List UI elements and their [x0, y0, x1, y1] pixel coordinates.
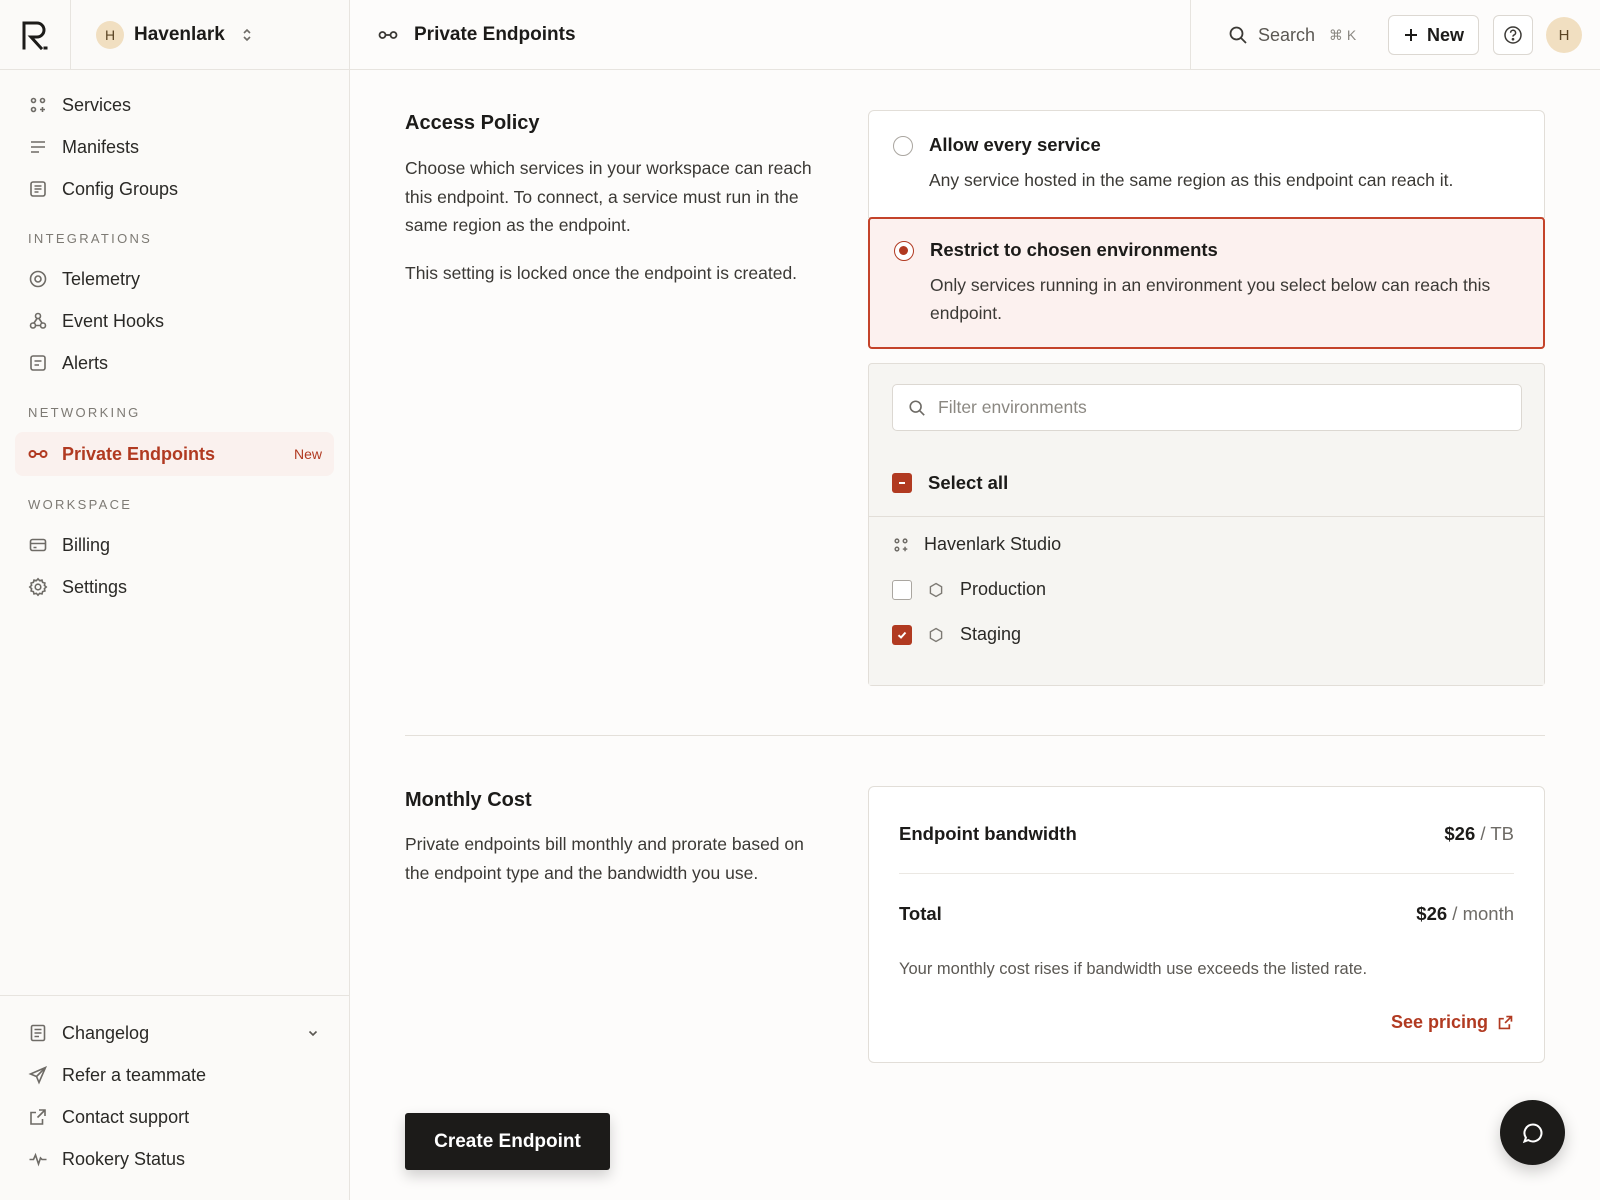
sidebar-item-billing[interactable] — [15, 524, 334, 566]
workspace-avatar: H — [96, 21, 124, 49]
environment-name: Staging — [960, 624, 1022, 644]
see-pricing-label: See pricing — [1390, 1012, 1488, 1032]
staging-checkbox[interactable] — [892, 625, 912, 645]
select-all-checkbox[interactable] — [892, 473, 912, 493]
page-title — [378, 0, 576, 70]
bandwidth-price — [1444, 823, 1514, 845]
sidebar-item-label: Event Hooks — [62, 310, 165, 331]
user-avatar[interactable]: H — [1546, 17, 1582, 53]
link-icon — [28, 444, 48, 464]
environment-picker — [868, 363, 1545, 686]
search-icon — [908, 399, 926, 417]
option-title: Restrict to chosen environments — [930, 239, 1218, 260]
access-policy-title: Access Policy — [405, 112, 540, 134]
hexagon-icon — [928, 627, 944, 643]
plus-icon — [1403, 27, 1419, 43]
select-all-row[interactable] — [892, 472, 1008, 494]
option-title: Allow every service — [929, 134, 1101, 155]
bandwidth-label: Endpoint bandwidth — [899, 823, 1077, 844]
webhook-icon — [28, 311, 48, 331]
radio-restrict-environments[interactable] — [894, 241, 914, 261]
nav-section-workspace: WORKSPACE — [28, 497, 133, 512]
bandwidth-row — [899, 823, 1514, 845]
sidebar-nav — [0, 70, 349, 608]
chevron-up-down-icon — [241, 27, 253, 43]
hexagon-icon — [928, 582, 944, 598]
create-endpoint-button[interactable]: Create Endpoint — [405, 1113, 610, 1170]
nav-section-networking: NETWORKING — [28, 405, 141, 420]
search-icon — [1228, 25, 1248, 45]
external-link-icon — [1497, 1014, 1514, 1031]
chat-bubble-icon — [1521, 1121, 1545, 1145]
total-amount: $26 — [1416, 903, 1448, 924]
sidebar-item-label: Manifests — [62, 136, 140, 157]
chat-button[interactable] — [1500, 1100, 1565, 1165]
sidebar-item-manifests[interactable] — [15, 126, 334, 168]
access-policy-description: Choose which services in your workspace can reach this endpoint. To connect, a service must run in the same region as the endpoint. — [405, 158, 812, 235]
total-unit: / month — [1447, 903, 1514, 924]
project-group-row — [892, 534, 1061, 555]
total-price — [1416, 903, 1514, 925]
new-badge: New — [293, 446, 322, 462]
alert-icon — [28, 353, 48, 373]
card-icon — [28, 535, 48, 555]
minus-icon — [896, 477, 908, 489]
filter-environments-input[interactable] — [938, 397, 1498, 418]
project-group-name: Havenlark Studio — [924, 534, 1062, 554]
services-icon — [892, 536, 910, 554]
sidebar-item-label: Rookery Status — [62, 1148, 186, 1169]
sidebar-item-changelog[interactable] — [15, 1012, 334, 1054]
telemetry-icon — [28, 269, 48, 289]
app-logo[interactable] — [0, 0, 71, 69]
environment-name: Production — [960, 579, 1047, 599]
gear-icon — [28, 577, 48, 597]
sidebar-item-label: Private Endpoints — [62, 443, 216, 464]
check-icon — [896, 629, 908, 641]
sidebar-item-event-hooks[interactable] — [15, 300, 334, 342]
sidebar-item-label: Billing — [62, 534, 111, 555]
sidebar-item-label: Services — [62, 94, 132, 115]
link-icon — [378, 25, 398, 45]
sidebar-item-contact-support[interactable] — [15, 1096, 334, 1138]
lines-icon — [28, 137, 48, 157]
total-label: Total — [899, 903, 942, 924]
sidebar-item-refer[interactable] — [15, 1054, 334, 1096]
filter-environments-field[interactable] — [892, 384, 1522, 431]
search-label: Search — [1258, 24, 1316, 45]
sidebar-item-settings[interactable] — [15, 566, 334, 608]
sidebar-item-label: Refer a teammate — [62, 1064, 207, 1085]
pulse-icon — [28, 1149, 48, 1169]
access-policy-lock-note: This setting is locked once the endpoint is created. — [405, 263, 798, 283]
radio-allow-every-service[interactable] — [893, 136, 913, 156]
sidebar-footer — [0, 995, 349, 1180]
total-row — [899, 903, 1514, 925]
monthly-cost-description: Private endpoints bill monthly and prorate based on the endpoint type and the bandwidth you use. — [405, 834, 804, 883]
environment-row-staging[interactable] — [892, 624, 1021, 645]
option-description: Any service hosted in the same region as this endpoint can reach it. — [929, 170, 1454, 190]
sidebar-item-config-groups[interactable] — [15, 168, 334, 210]
header-divider — [1190, 0, 1191, 70]
sidebar-item-label: Telemetry — [62, 268, 141, 289]
config-icon — [28, 179, 48, 199]
sidebar-item-label: Config Groups — [62, 178, 179, 199]
new-button-label: New — [1426, 24, 1464, 45]
section-divider — [405, 735, 1545, 736]
cost-summary-card — [868, 786, 1545, 1063]
production-checkbox[interactable] — [892, 580, 912, 600]
sidebar-item-label: Changelog — [62, 1022, 150, 1043]
sidebar-item-telemetry[interactable] — [15, 258, 334, 300]
sidebar — [0, 0, 350, 1200]
cost-divider — [899, 873, 1514, 874]
workspace-switcher[interactable] — [71, 0, 349, 69]
search-button[interactable] — [1228, 0, 1356, 70]
nav-section-integrations: INTEGRATIONS — [28, 231, 153, 246]
workspace-name: Havenlark — [134, 23, 225, 45]
see-pricing-link[interactable] — [1391, 1012, 1514, 1033]
rookery-logo-icon — [21, 20, 49, 50]
option-restrict-environments[interactable] — [868, 217, 1545, 349]
monthly-cost-title: Monthly Cost — [405, 789, 532, 811]
sidebar-header — [0, 0, 349, 70]
send-icon — [28, 1065, 48, 1085]
cost-note: Your monthly cost rises if bandwidth use exceeds the listed rate. — [899, 960, 1368, 978]
sidebar-item-private-endpoints[interactable] — [15, 432, 334, 476]
sidebar-item-status[interactable] — [15, 1138, 334, 1180]
bandwidth-unit: / TB — [1475, 823, 1514, 844]
sidebar-item-label: Contact support — [62, 1106, 190, 1127]
search-shortcut: ⌘ K — [1329, 26, 1357, 43]
option-description: Only services running in an environment you select below can reach this endpoint. — [930, 275, 1491, 323]
top-bar — [350, 0, 1600, 70]
sidebar-item-services[interactable] — [15, 84, 334, 126]
option-allow-every-service[interactable] — [868, 110, 1545, 218]
external-icon — [28, 1107, 48, 1127]
doc-icon — [28, 1023, 48, 1043]
page-title-text: Private Endpoints — [414, 24, 576, 45]
services-icon — [28, 95, 48, 115]
environment-row-production[interactable] — [892, 579, 1046, 600]
bandwidth-amount: $26 — [1444, 823, 1476, 844]
help-button[interactable] — [1493, 15, 1533, 55]
chevron-down-icon — [306, 1026, 320, 1040]
sidebar-item-alerts[interactable] — [15, 342, 334, 384]
sidebar-item-label: Alerts — [62, 352, 109, 373]
help-icon — [1503, 25, 1523, 45]
sidebar-item-label: Settings — [62, 576, 128, 597]
new-button[interactable] — [1388, 15, 1479, 55]
select-all-label: Select all — [928, 472, 1009, 493]
